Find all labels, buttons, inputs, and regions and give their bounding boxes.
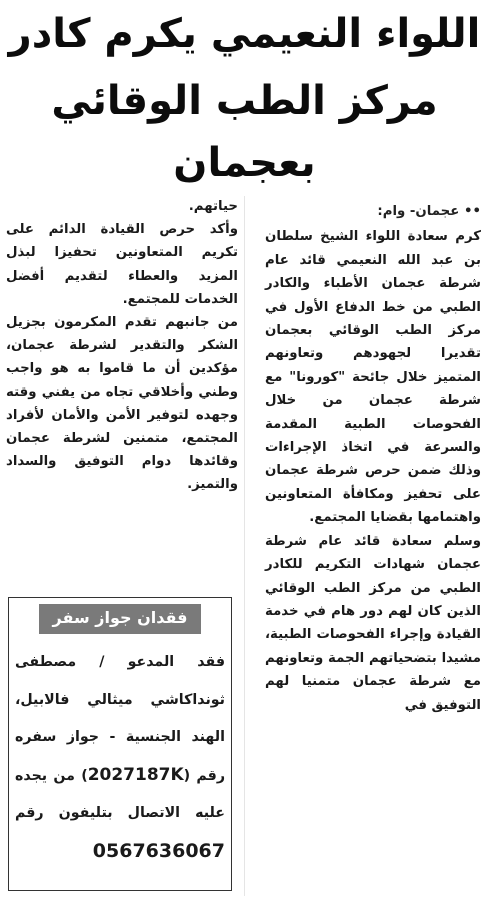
article-column-left [6, 195, 238, 497]
dateline-text: عجمان- وام: [377, 204, 460, 219]
article-paragraph: وأكد حرص القيادة الدائم على تكريم المتعاونين تحفيزا لبذل المزيد والعطاء لتقديم أفضل الخدمات للمجتمع. [6, 222, 238, 307]
article-column-right [265, 200, 481, 717]
dateline-bullet: •• [464, 204, 481, 219]
article-paragraph: من جانبهم تقدم المكرمون بجزيل الشكر والتقدير لشرطة عجمان، مؤكدين أن ما قاموا به هو واجب وطني وأخلاقي تجاه من يفني وقته وجهده لتوفير الأمن والأمان لأفراد المجتمع، متمنين لشرطة عجمان وقائدها دوام التوفيق والسداد والتميز. [6, 315, 238, 493]
lost-passport-notice [8, 597, 232, 891]
article-paragraph: حياتهم. [188, 199, 238, 214]
dateline [265, 200, 481, 223]
article-paragraph: كرم سعادة اللواء الشيخ سلطان بن عبد الله النعيمي قائد عام شرطة عجمان الأطباء والكادر الطبي من خط الدفاع الأول في مركز الطب الوقائي بعجمان تقديرا لجهودهم وتعاونهم المتميز خلال جائحة "كورونا" مع شرطة عجمان من خلال الفحوصات الطبية المقدمة والسرعة في اتخاذ الإجراءات وذلك ضمن حرص شرطة عجمان على تحفيز ومكافأة المتعاونين واهتمامها بقضايا المجتمع. [265, 229, 481, 526]
notice-body [15, 644, 225, 872]
notice-text-b: ) من يجده عليه الاتصال بتليفون رقم [15, 767, 225, 821]
headline-line-2: مركز الطب الوقائي بعجمان [51, 78, 438, 186]
column-divider [244, 196, 245, 896]
phone-number: 0567636067 [92, 839, 225, 862]
article-paragraph: وسلم سعادة قائد عام شرطة عجمان شهادات التكريم للكادر الطبي من مركز الطب الوقائي الذين كان لهم دور هام في خدمة القيادة وإجراء الفحوصات الطبية، مشيدا بتضحياتهم الجمة وتعاونهم مع شرطة عجمان متمنيا لهم التوفيق في [265, 533, 481, 713]
headline [0, 6, 489, 194]
notice-title: فقدان جواز سفر [39, 604, 202, 634]
passport-number: 2027187K [87, 764, 184, 785]
headline-line-1: اللواء النعيمي يكرم كادر [8, 11, 481, 57]
notice-text-a: فقد المدعو / مصطفى ثونداكاشي ميثالي فالابيل، الهند الجنسية - جواز سفره رقم ( [15, 654, 225, 784]
